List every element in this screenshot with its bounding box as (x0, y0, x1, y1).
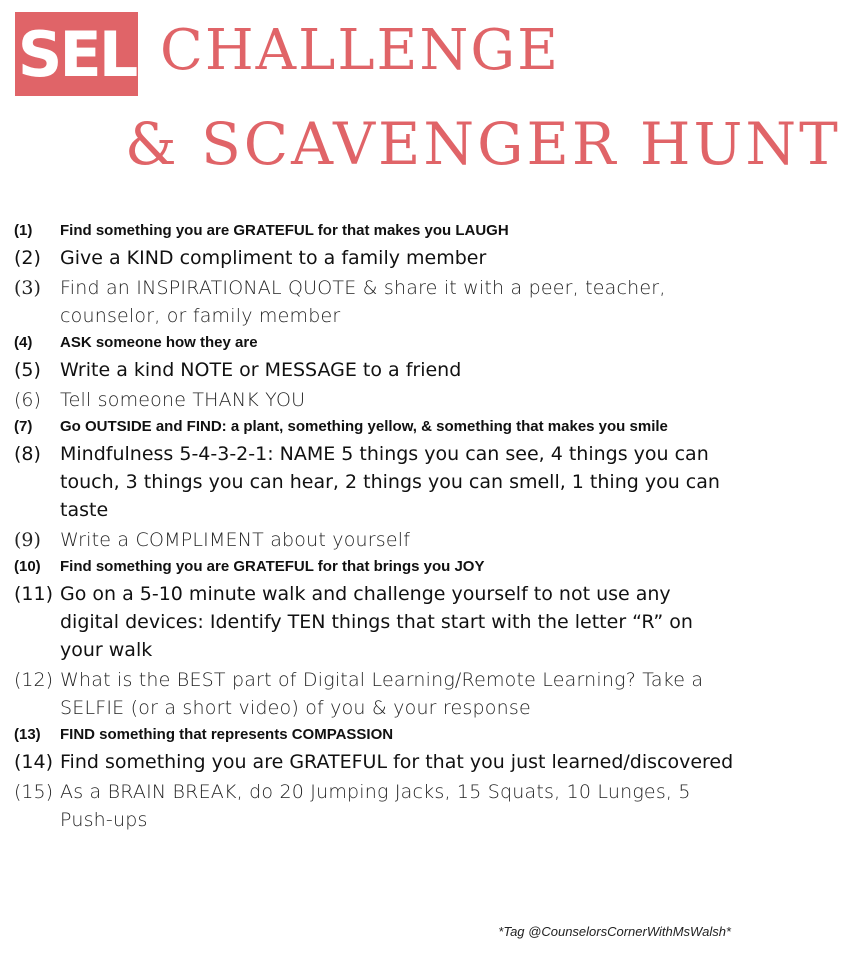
list-item (14, 526, 734, 554)
item-text: Find an INSPIRATIONAL QUOTE & share it with a peer, teacher, counselor, or family member (60, 277, 666, 327)
item-number: (12) (14, 669, 54, 691)
list-item (14, 666, 734, 722)
item-number: (14) (14, 751, 54, 773)
list-item (14, 274, 734, 330)
footer-tag: *Tag @CounselorsCornerWithMsWalsh* (498, 924, 731, 939)
item-text: FIND something that represents COMPASSION (60, 726, 394, 743)
item-number: (7) (14, 418, 33, 435)
sel-badge (15, 12, 138, 96)
item-number: (10) (14, 558, 41, 575)
item-number: (9) (14, 529, 41, 551)
item-text: Tell someone THANK YOU (60, 389, 306, 411)
item-number: (5) (14, 359, 41, 381)
challenge-list (14, 220, 734, 836)
item-text: Go on a 5-10 minute walk and challenge yourself to not use any digital devices: Identify TEN things that start with the letter “R” on your walk (60, 583, 693, 661)
list-item (14, 748, 734, 776)
item-number: (1) (14, 222, 33, 239)
list-item (14, 580, 734, 664)
item-text: Write a COMPLIMENT about yourself (60, 529, 411, 551)
title-line-1: CHALLENGE (160, 18, 560, 83)
item-text: Find something you are GRATEFUL for that you just learned/discovered (60, 751, 734, 773)
list-item (14, 556, 734, 578)
list-item (14, 244, 734, 272)
list-item (14, 332, 734, 354)
item-text: Find something you are GRATEFUL for that makes you LAUGH (60, 222, 509, 239)
item-number: (4) (14, 334, 33, 351)
item-text: Go OUTSIDE and FIND: a plant, something yellow, & something that makes you smile (60, 418, 668, 435)
item-number: (8) (14, 443, 41, 465)
item-number: (11) (14, 583, 54, 605)
item-number: (3) (14, 277, 41, 299)
item-text: Mindfulness 5-4-3-2-1: NAME 5 things you can see, 4 things you can touch, 3 things you can hear, 2 things you can smell, 1 thing you can taste (60, 443, 720, 521)
sel-badge-text: SEL (17, 18, 136, 91)
list-item (14, 724, 734, 746)
title-line-2: & SCAVENGER HUNT (125, 110, 841, 178)
item-text: As a BRAIN BREAK, do 20 Jumping Jacks, 15 Squats, 10 Lunges, 5 Push-ups (60, 781, 691, 831)
item-number: (6) (14, 389, 41, 411)
item-text: What is the BEST part of Digital Learning/Remote Learning? Take a SELFIE (or a short video) of you & your response (60, 669, 704, 719)
item-text: ASK someone how they are (60, 334, 258, 351)
item-number: (15) (14, 781, 54, 803)
list-item (14, 440, 734, 524)
list-item (14, 220, 734, 242)
list-item (14, 416, 734, 438)
list-item (14, 356, 734, 384)
list-item (14, 778, 734, 834)
item-number: (2) (14, 247, 41, 269)
item-text: Find something you are GRATEFUL for that brings you JOY (60, 558, 485, 575)
item-text: Give a KIND compliment to a family member (60, 247, 487, 269)
item-number: (13) (14, 726, 41, 743)
item-text: Write a kind NOTE or MESSAGE to a friend (60, 359, 462, 381)
list-item (14, 386, 734, 414)
